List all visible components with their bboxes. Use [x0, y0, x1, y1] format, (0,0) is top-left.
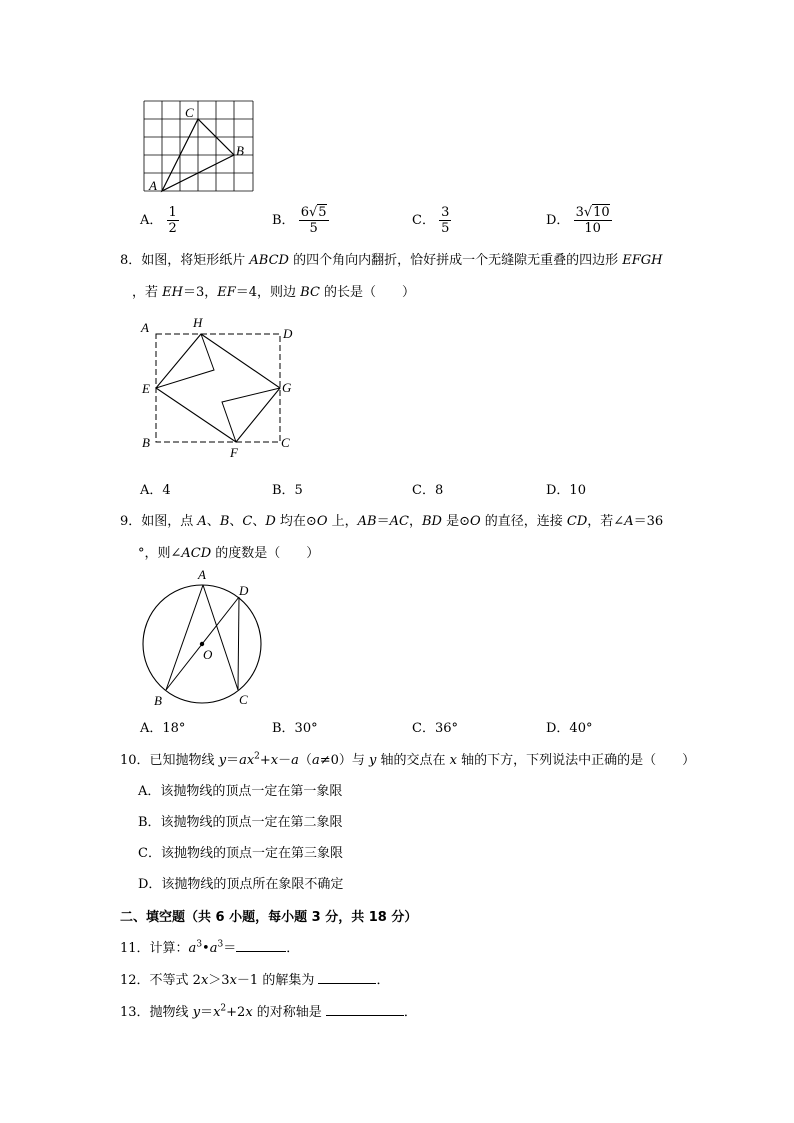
segment-ac [203, 585, 238, 690]
label-c: C [185, 105, 194, 120]
center-point-o [200, 642, 204, 646]
q13: 13．抛物线 $y=x^2+2x$ 的对称轴是 ． [120, 1003, 417, 1020]
fraction: $\frac{3√10}{10}$ [575, 205, 610, 236]
fraction: $\frac{1}{2}$ [168, 205, 177, 236]
q7-option-c[interactable] [412, 205, 451, 236]
q9-circle-figure [135, 563, 275, 713]
q11: 11．计算：$a^3•a^3=$ ． [120, 939, 300, 956]
segment-cd [238, 597, 239, 690]
q9-stem-line1: 9．如图，点 A、B、C、D 均在⊙O 上，AB＝AC，BD 是⊙O 的直径，连接 CD，若∠A＝36 [120, 514, 664, 529]
fraction: $\frac{6√5}{5}$ [300, 205, 327, 236]
q8-option-b[interactable]: B．5 [272, 483, 303, 498]
label-a: A [149, 178, 157, 193]
q10-stem: 10．已知抛物线 $y=ax^2+x-a(a\ne 0)$与 y 轴的交点在 x 轴的下方，下列说法中正确的是（ ） [120, 751, 696, 768]
fold-line-1 [156, 334, 214, 388]
label-c: C [239, 692, 248, 707]
q7-option-a[interactable] [140, 205, 179, 236]
q7-grid-figure [130, 95, 270, 200]
option-letter: D． [546, 213, 570, 228]
q10-option-d[interactable]: D．该抛物线的顶点所在象限不确定 [138, 877, 344, 892]
label-e: E [142, 381, 150, 396]
option-letter: C． [412, 213, 435, 228]
label-f: F [230, 445, 238, 460]
label-b: B [236, 143, 244, 158]
q9-option-c[interactable]: C．36° [412, 721, 458, 736]
fraction: $\frac{3}{5}$ [441, 205, 450, 236]
q9-option-b[interactable]: B．30° [272, 721, 318, 736]
q8-rectangle-figure [135, 312, 305, 462]
q9-option-a[interactable]: A．18° [140, 721, 186, 736]
q7-option-d[interactable] [546, 205, 612, 236]
fold-line-2 [222, 388, 280, 442]
label-d: D [239, 583, 249, 598]
q10-option-c[interactable]: C．该抛物线的顶点一定在第三象限 [138, 846, 343, 861]
q12: 12．不等式 2x＞3x－1 的解集为 ． [120, 973, 390, 988]
label-h: H [193, 315, 203, 330]
q10-option-b[interactable]: B．该抛物线的顶点一定在第二象限 [138, 815, 343, 830]
label-a: A [198, 567, 206, 582]
section-title-fill-in: 二、填空题（共 6 小题，每小题 3 分，共 18 分） [120, 910, 418, 925]
segment-ab [166, 585, 203, 690]
rectangle-abcd [156, 334, 280, 442]
quadrilateral-efgh [156, 334, 280, 442]
label-a: A [141, 320, 149, 335]
answer-blank[interactable] [236, 939, 286, 952]
q9-option-d[interactable]: D．40° [546, 721, 593, 736]
option-letter: A． [140, 213, 163, 228]
label-d: D [283, 326, 293, 341]
label-b: B [142, 435, 150, 450]
q8-stem-line1: 8．如图，将矩形纸片 ABCD 的四个角向内翻折，恰好拼成一个无缝隙无重叠的四边形 EFGH [120, 253, 663, 268]
answer-blank[interactable] [326, 1003, 404, 1016]
q9-stem-line2: °，则∠ACD 的度数是（ ） [138, 546, 320, 561]
q8-option-a[interactable]: A．4 [140, 483, 171, 498]
q8-stem-line2: ，若 EH＝3，EF＝4，则边 BC 的长是（ ） [132, 285, 416, 300]
label-c: C [281, 435, 290, 450]
option-letter: B． [272, 213, 295, 228]
label-o: O [203, 647, 213, 662]
label-b: B [154, 693, 162, 708]
q8-option-d[interactable]: D．10 [546, 483, 586, 498]
label-g: G [282, 380, 292, 395]
q8-option-c[interactable]: C．8 [412, 483, 444, 498]
answer-blank[interactable] [318, 971, 376, 984]
q10-option-a[interactable]: A．该抛物线的顶点一定在第一象限 [138, 784, 343, 799]
q7-option-b[interactable] [272, 205, 329, 236]
